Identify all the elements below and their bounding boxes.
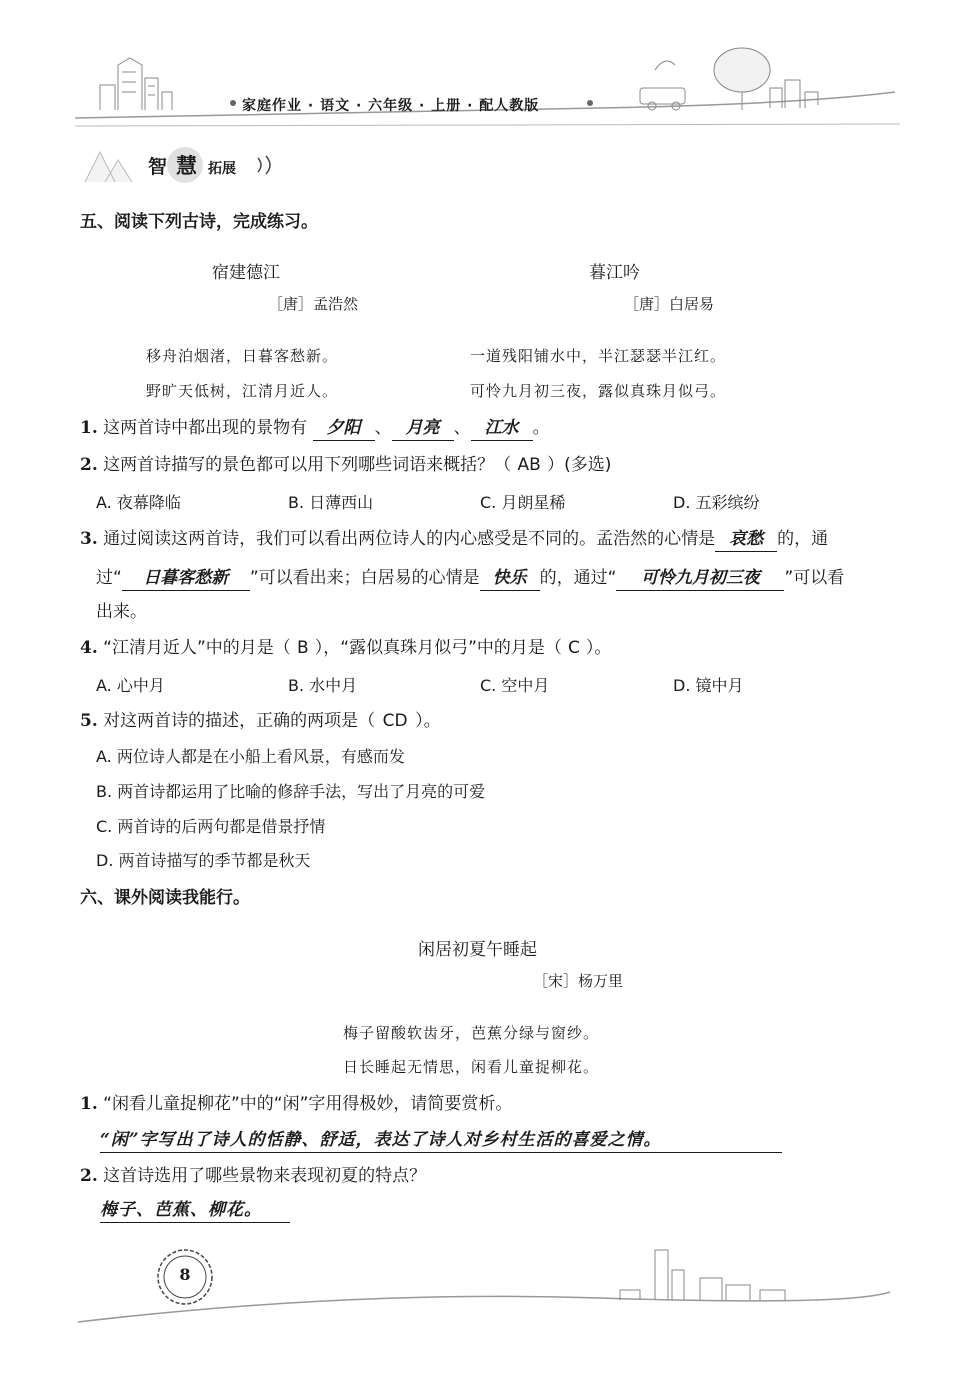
q2-option-d: D. 五彩缤纷 [673,493,760,512]
s6-q1-answer[interactable]: “闲”字写出了诗人的恬静、舒适，表达了诗人对乡村生活的喜爱之情。 [100,1128,782,1153]
poem1-line-1: 移舟泊烟渚，日暮客愁新。 [146,347,339,365]
q5-option-c: C. 两首诗的后两句都是借景抒情 [96,817,326,836]
poem1-title: 宿建德江 [212,263,280,283]
q4-option-c: C. 空中月 [480,676,550,695]
poem2-title: 暮江吟 [589,263,640,283]
bullet-right-icon [587,100,593,106]
q3-row-2 [96,566,844,591]
q3-text-3: 过“ [96,568,122,588]
q2-end: ）(多选) [547,455,612,475]
q3-answer-2[interactable]: 日暮客愁新 [122,566,250,591]
q3-text-7: 出来。 [96,602,147,622]
s6-q2-number: 2. [80,1166,98,1186]
q2-answer[interactable]: AB [517,455,541,475]
banner-char-2: 慧 [176,154,197,178]
q4-answer-1[interactable]: B [296,638,309,658]
s6-q2-text: 这首诗选用了哪些景物来表现初夏的特点？ [103,1166,427,1186]
q3-number: 3. [80,529,98,549]
q3-text-4: ”可以看出来；白居易的心情是 [249,568,480,588]
q4-option-a: A. 心中月 [96,676,165,695]
s6-q2-answer[interactable]: 梅子、芭蕉、柳花。 [100,1198,290,1223]
q3-text-5: 的，通过“ [539,568,617,588]
bullet-left-icon [230,100,236,106]
q1-end: 。 [532,418,550,438]
header-title: 家庭作业 · 语文 · 六年级 · 上册 · 配人教版 [242,98,540,114]
q4-answer-2[interactable]: C [567,638,580,658]
banner-char-1: 智 [148,156,168,178]
q1-sep-2: 、 [453,418,471,438]
q5-row [80,709,441,733]
q5-option-a: A. 两位诗人都是在小船上看风景，有感而发 [96,747,405,766]
q4-text-3: ）。 [585,638,612,658]
section5-heading: 五、阅读下列古诗，完成练习。 [80,212,318,232]
q4-text-2: ），“露似真珠月似弓”中的月是（ [314,638,562,658]
q3-text-1: 通过阅读这两首诗，我们可以看出两位诗人的内心感受是不同的。孟浩然的心情是 [103,529,716,549]
poem3-title: 闲居初夏午睡起 [418,940,537,960]
poem1-author: ［唐］孟浩然 [268,295,359,313]
q2-option-b: B. 日薄西山 [288,493,374,512]
s6-q1-text: “闲看儿童捉柳花”中的“闲”字用得极妙，请简要赏析。 [103,1094,513,1114]
q1-answer-3[interactable]: 江水 [471,416,533,441]
poem3-line-2: 日长睡起无情思，闲看儿童捉柳花。 [343,1058,600,1076]
q4-option-d: D. 镜中月 [673,676,744,695]
s6-q1-number: 1. [80,1094,98,1114]
q5-answer[interactable]: CD [382,711,408,731]
q2-option-a: A. 夜幕降临 [96,493,181,512]
q2-text: 这两首诗描写的景色都可以用下列哪些词语来概括？（ [103,455,512,475]
s6-q1-row [80,1092,512,1116]
q1-answer-2[interactable]: 月亮 [392,416,454,441]
poem3-author: ［宋］杨万里 [533,972,624,990]
q1-text: 这两首诗中都出现的景物有 [103,418,308,438]
q5-text-1: 对这两首诗的描述，正确的两项是（ [103,711,376,731]
section6-heading: 六、课外阅读我能行。 [80,888,250,908]
poem2-line-1: 一道残阳铺水中，半江瑟瑟半江红。 [470,347,727,365]
poem1-line-2: 野旷天低树，江清月近人。 [146,382,339,400]
q4-number: 4. [80,638,98,658]
q2-row [80,453,611,477]
q1-sep-1: 、 [374,418,392,438]
s6-q2-row [80,1164,426,1188]
q2-option-c: C. 月朗星稀 [480,493,566,512]
q5-option-d: D. 两首诗描写的季节都是秋天 [96,851,311,870]
q5-text-2: ）。 [415,711,441,731]
footer-decoration [0,1240,979,1340]
banner-char-3: 拓展 [208,161,236,177]
q5-option-b: B. 两首诗都运用了比喻的修辞手法，写出了月亮的可爱 [96,782,486,801]
q4-text-1: “江清月近人”中的月是（ [103,638,291,658]
q3-row-1 [80,527,828,552]
q4-option-b: B. 水中月 [288,676,358,695]
poem2-line-2: 可怜九月初三夜，露似真珠月似弓。 [470,382,727,400]
page-number: 8 [179,1265,191,1284]
poem2-author: ［唐］白居易 [624,295,715,313]
q4-row [80,636,611,660]
q5-number: 5. [80,711,98,731]
q1-number: 1. [80,418,98,438]
q3-text-6: ”可以看 [784,568,845,588]
q1-row [80,416,550,441]
q3-text-2: 的，通 [777,529,829,549]
q2-number: 2. [80,455,98,475]
q3-answer-1[interactable]: 哀愁 [715,527,777,552]
poem3-line-1: 梅子留酸软齿牙，芭蕉分绿与窗纱。 [343,1024,600,1042]
q3-answer-4[interactable]: 可怜九月初三夜 [616,566,784,591]
q1-answer-1[interactable]: 夕阳 [313,416,375,441]
q3-answer-3[interactable]: 快乐 [480,566,540,591]
